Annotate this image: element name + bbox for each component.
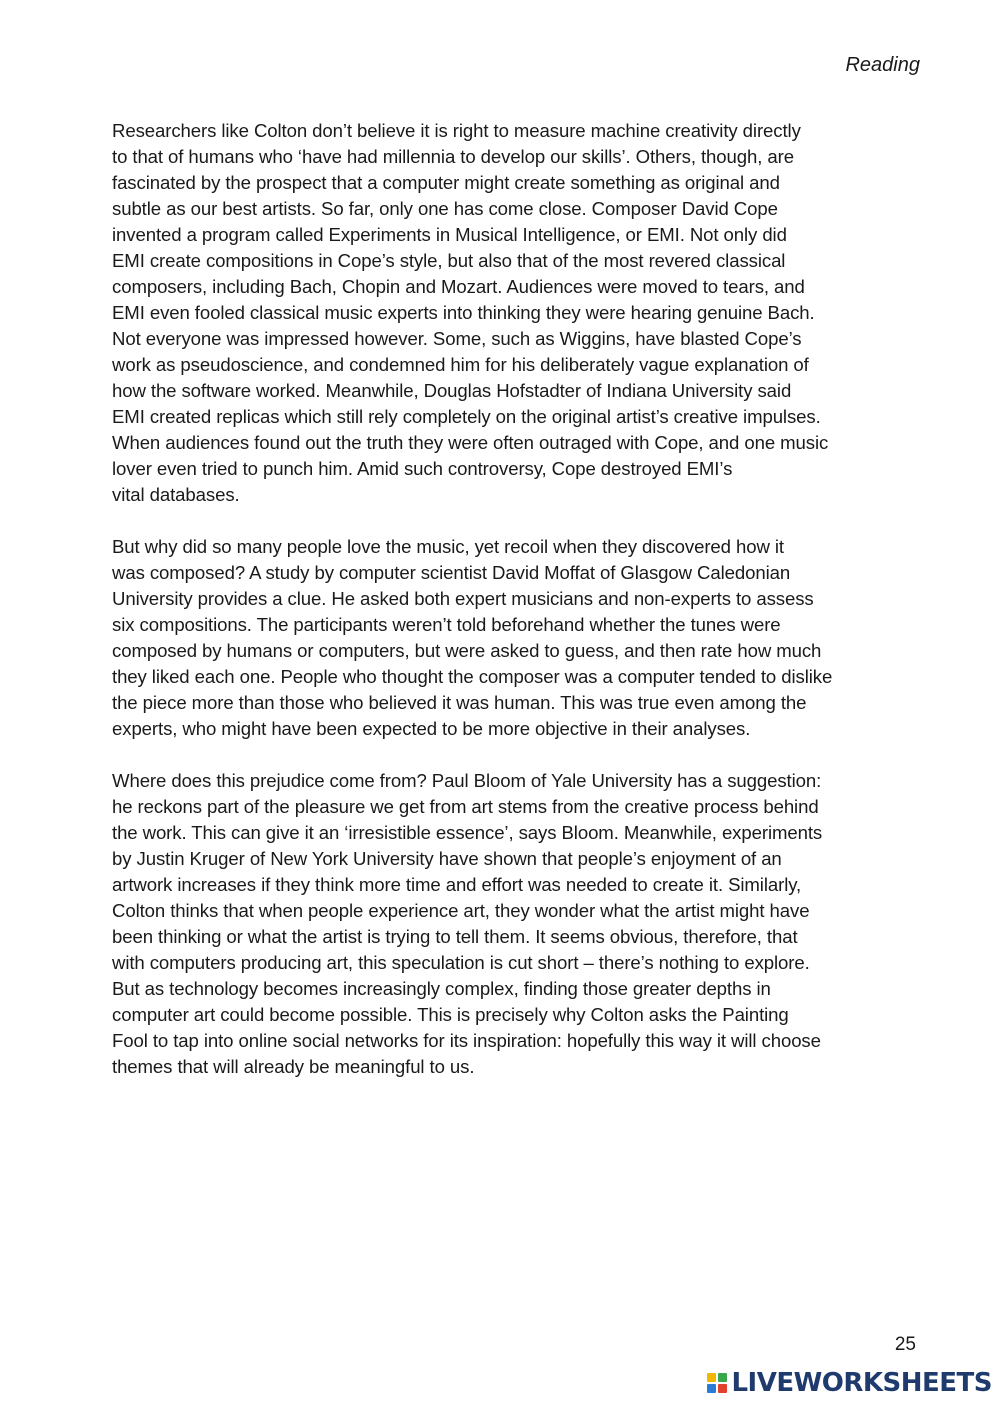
- text-line: by Justin Kruger of New York University have shown that people’s enjoyment of an: [112, 848, 782, 869]
- text-line: computer art could become possible. This is precisely why Colton asks the Painting: [112, 1004, 789, 1025]
- text-line: fascinated by the prospect that a computer might create something as original and: [112, 172, 780, 193]
- logo-icon: [707, 1373, 727, 1393]
- text-line: Not everyone was impressed however. Some, such as Wiggins, have blasted Cope’s: [112, 328, 802, 349]
- text-line: the work. This can give it an ‘irresistible essence’, says Bloom. Meanwhile, experiments: [112, 822, 823, 843]
- text-line: But why did so many people love the music, yet recoil when they discovered how it: [112, 536, 784, 557]
- text-line: EMI even fooled classical music experts into thinking they were hearing genuine Bach.: [112, 302, 815, 323]
- text-line: subtle as our best artists. So far, only one has come close. Composer David Cope: [112, 198, 778, 219]
- page-number: 25: [894, 1334, 916, 1355]
- text-line: artwork increases if they think more time and effort was needed to create it. Similarly,: [112, 874, 802, 895]
- paragraph: [112, 118, 922, 508]
- text-line: been thinking or what the artist is trying to tell them. It seems obvious, therefore, that: [112, 926, 798, 947]
- text-line: EMI created replicas which still rely completely on the original artist’s creative impulses.: [112, 406, 821, 427]
- text-line: vital databases.: [112, 484, 240, 505]
- text-line: was composed? A study by computer scientist David Moffat of Glasgow Caledonian: [112, 562, 791, 583]
- text-line: how the software worked. Meanwhile, Douglas Hofstadter of Indiana University said: [112, 380, 792, 401]
- text-line: six compositions. The participants weren’t told beforehand whether the tunes were: [112, 614, 781, 635]
- text-line: University provides a clue. He asked both expert musicians and non-experts to assess: [112, 588, 814, 609]
- paragraph: [112, 534, 922, 742]
- text-line: Researchers like Colton don’t believe it is right to measure machine creativity directly: [112, 120, 801, 141]
- text-line: lover even tried to punch him. Amid such controversy, Cope destroyed EMI’s: [112, 458, 733, 479]
- text-line: invented a program called Experiments in Musical Intelligence, or EMI. Not only did: [112, 224, 787, 245]
- logo-text: LIVEWORKSHEETS: [731, 1368, 992, 1398]
- text-line: with computers producing art, this speculation is cut short – there’s nothing to explore.: [112, 952, 810, 973]
- text-line: work as pseudoscience, and condemned him for his deliberately vague explanation of: [112, 354, 809, 375]
- text-line: the piece more than those who believed it was human. This was true even among the: [112, 692, 807, 713]
- text-line: But as technology becomes increasingly complex, finding those greater depths in: [112, 978, 771, 999]
- text-line: experts, who might have been expected to be more objective in their analyses.: [112, 718, 751, 739]
- text-line: Fool to tap into online social networks for its inspiration: hopefully this way it will choose: [112, 1030, 821, 1051]
- text-line: Colton thinks that when people experience art, they wonder what the artist might have: [112, 900, 810, 921]
- text-line: he reckons part of the pleasure we get from art stems from the creative process behind: [112, 796, 819, 817]
- text-line: composers, including Bach, Chopin and Mozart. Audiences were moved to tears, and: [112, 276, 805, 297]
- text-line: EMI create compositions in Cope’s style, but also that of the most revered classical: [112, 250, 786, 271]
- liveworksheets-logo[interactable]: [707, 1366, 992, 1400]
- text-line: they liked each one. People who thought the composer was a computer tended to dislike: [112, 666, 833, 687]
- article-body: [112, 118, 922, 1106]
- text-line: to that of humans who ‘have had millennia to develop our skills’. Others, though, are: [112, 146, 794, 167]
- text-line: composed by humans or computers, but were asked to guess, and then rate how much: [112, 640, 822, 661]
- text-line: themes that will already be meaningful to us.: [112, 1056, 475, 1077]
- text-line: Where does this prejudice come from? Paul Bloom of Yale University has a suggestion:: [112, 770, 822, 791]
- paragraph: [112, 768, 922, 1080]
- text-line: When audiences found out the truth they were often outraged with Cope, and one music: [112, 432, 829, 453]
- running-head: Reading: [845, 54, 920, 76]
